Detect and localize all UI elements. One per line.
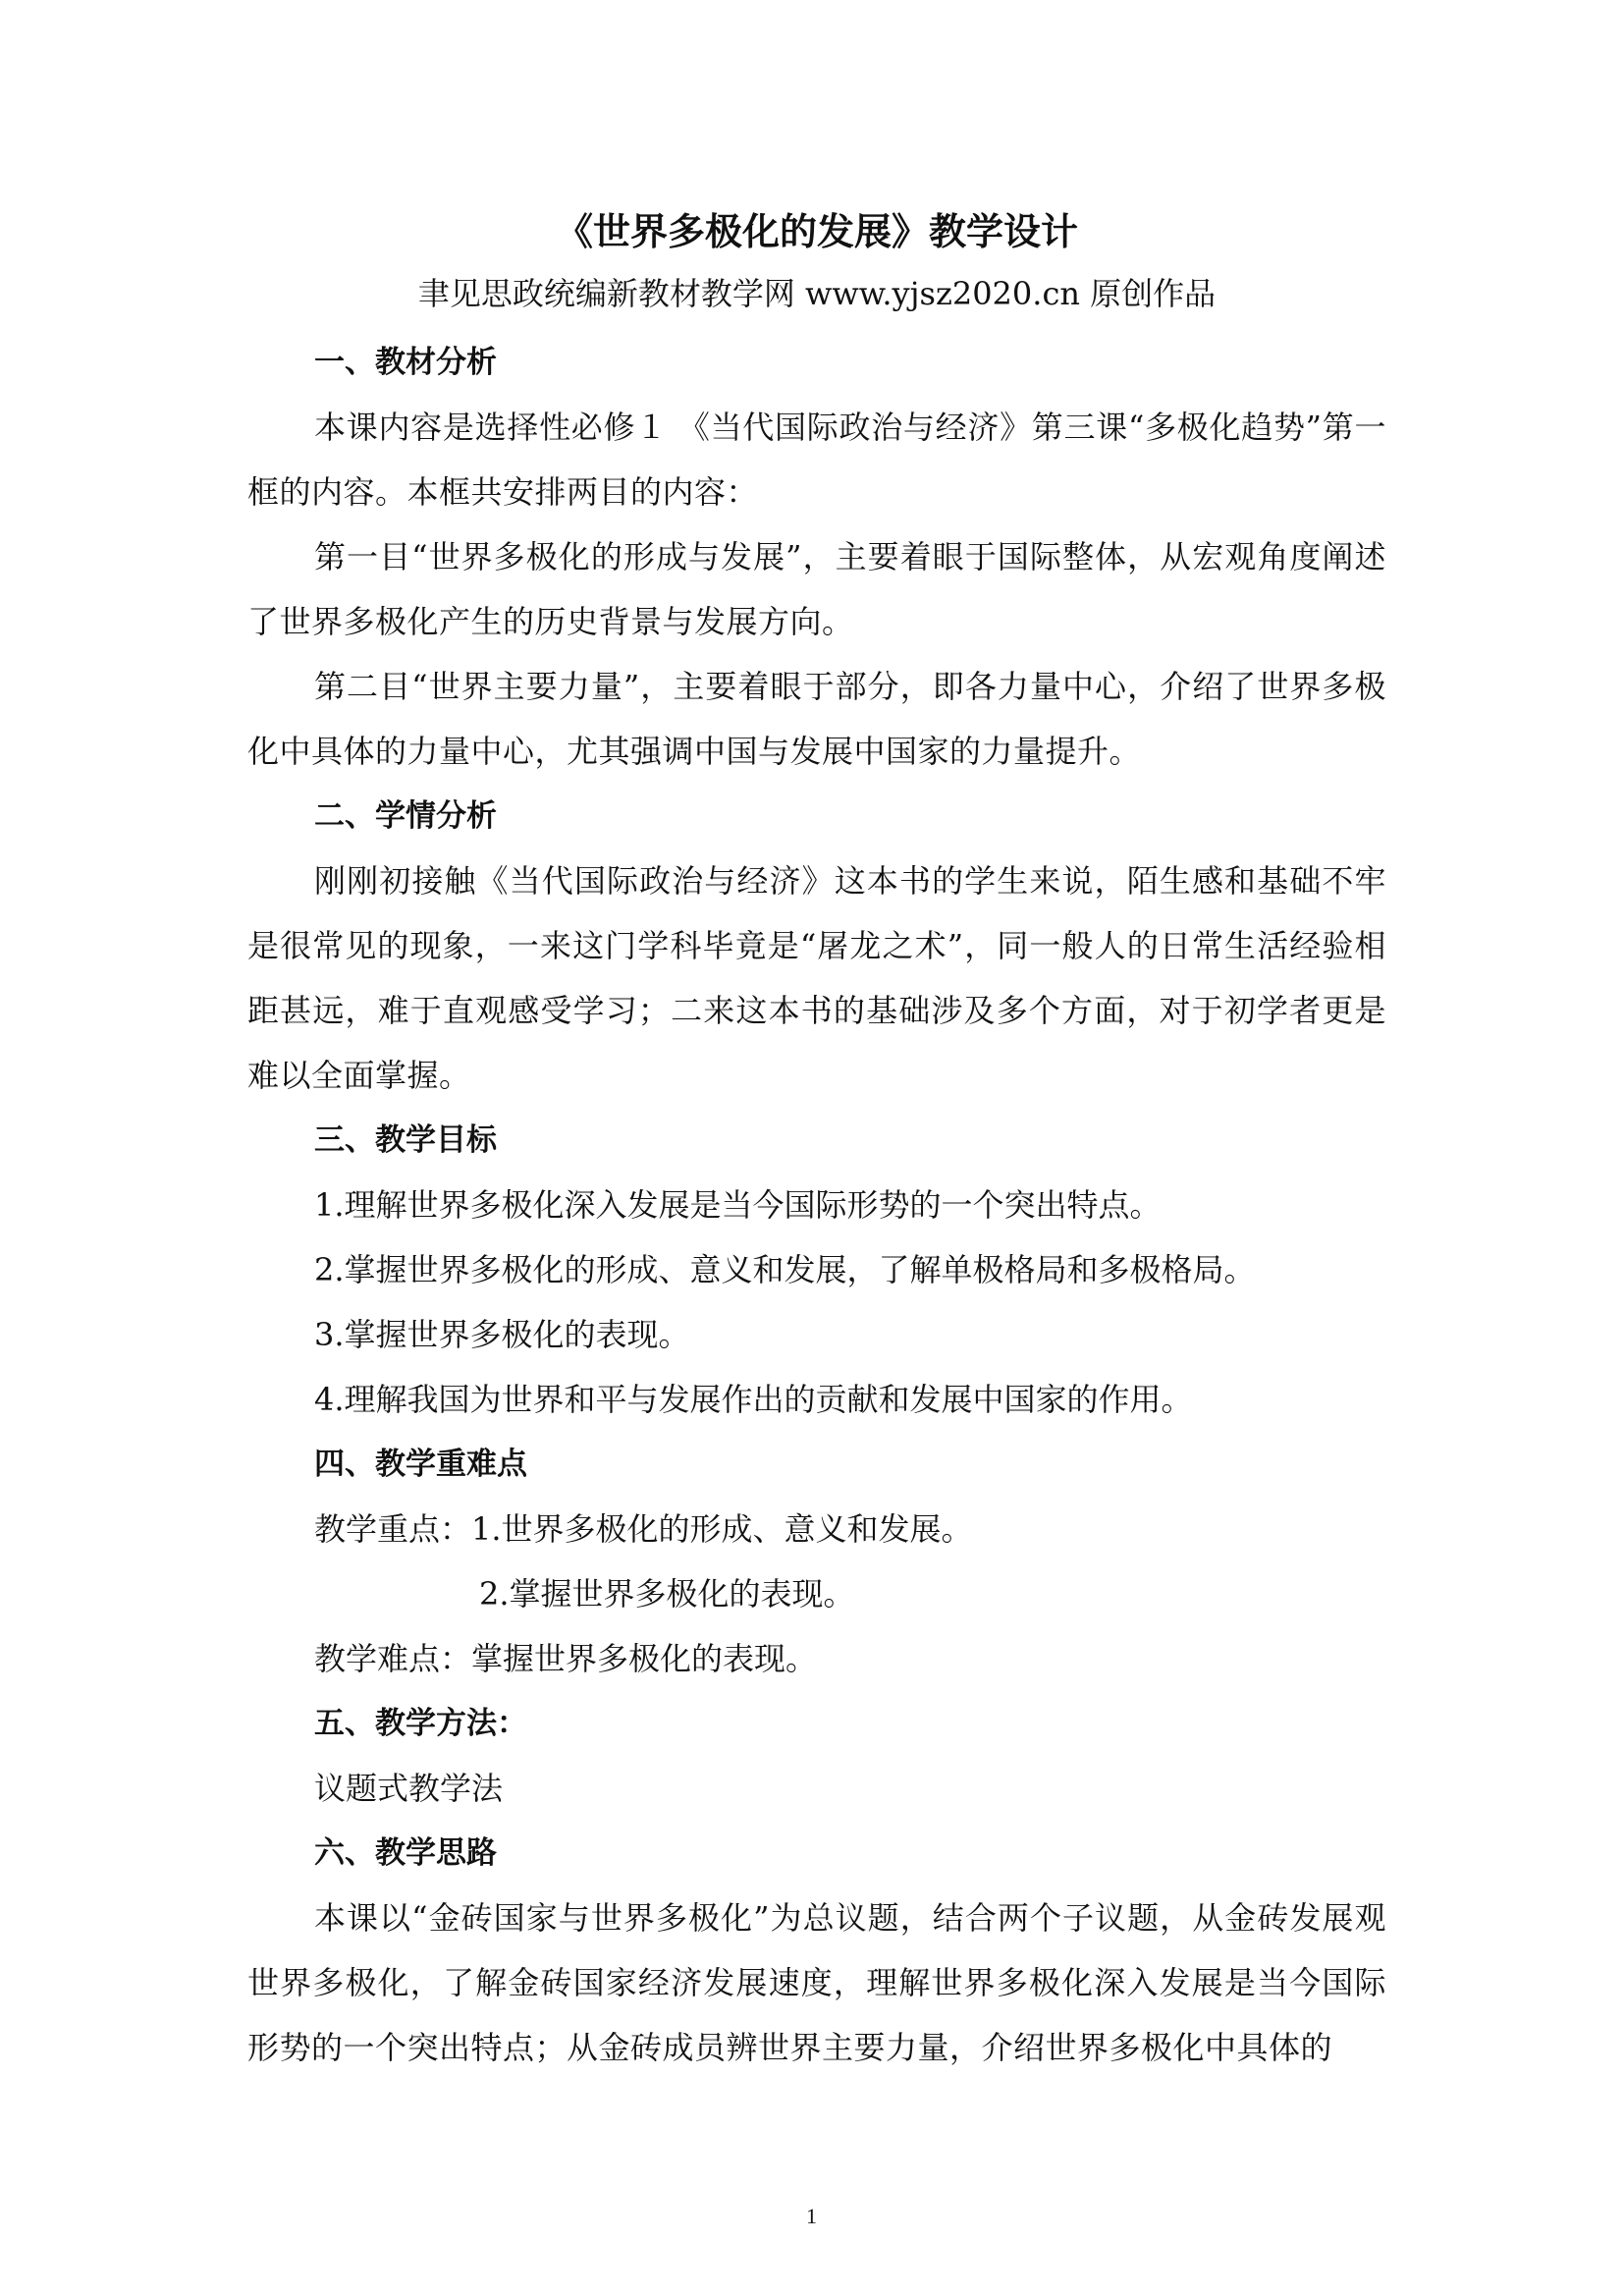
section-heading-teaching-approach: 六、教学思路 <box>314 1835 497 1871</box>
paragraph: 刚刚初接触《当代国际政治与经济》这本书的学生来说，陌生感和基础不牢是很常见的现象，一来这门学科毕竟是“屠龙之术”，同一般人的日常生活经验相距甚远，难于直观感受学习；二来这本书的基础涉及多个方面，对于初学者更是难以全面掌握。 <box>247 862 1386 1094</box>
goal-item: 2.掌握世界多极化的形成、意义和发展，了解单极格局和多极格局。 <box>314 1251 1256 1288</box>
section-heading-student-analysis: 二、学情分析 <box>314 798 497 834</box>
section-heading-teaching-goals: 三、教学目标 <box>314 1122 497 1158</box>
paragraph: 本课以“金砖国家与世界多极化”为总议题，结合两个子议题，从金砖发展观世界多极化，了解金砖国家经济发展速度，理解世界多极化深入发展是当今国际形势的一个突出特点；从金砖成员辨世界主要力量，介绍世界多极化中具体的 <box>247 1899 1386 2066</box>
section-heading-teaching-method: 五、教学方法： <box>314 1706 527 1741</box>
goal-item: 1.理解世界多极化深入发展是当今国际形势的一个突出特点。 <box>314 1186 1162 1224</box>
paragraph: 第一目“世界多极化的形成与发展”，主要着眼于国际整体，从宏观角度阐述了世界多极化产生的历史背景与发展方向。 <box>247 538 1386 640</box>
goal-item: 3.掌握世界多极化的表现。 <box>314 1316 690 1353</box>
section-heading-textbook-analysis: 一、教材分析 <box>314 345 497 380</box>
paragraph: 本课内容是选择性必修１ 《当代国际政治与经济》第三课“多极化趋势”第一框的内容。本框共安排两目的内容： <box>247 409 1386 511</box>
key-point-line: 2.掌握世界多极化的表现。 <box>479 1575 855 1613</box>
document-subtitle: 聿见思政统编新教材教学网 www.yjsz2020.cn 原创作品 <box>417 275 1217 312</box>
key-point-line: 教学重点：1.世界多极化的形成、意义和发展。 <box>314 1510 973 1548</box>
page-number: 1 <box>806 2204 817 2228</box>
document-title: 《世界多极化的发展》教学设计 <box>555 210 1078 253</box>
section-heading-key-points: 四、教学重难点 <box>314 1447 527 1482</box>
paragraph: 第二目“世界主要力量”，主要着眼于部分，即各力量中心，介绍了世界多极化中具体的力量中心，尤其强调中国与发展中国家的力量提升。 <box>247 668 1386 770</box>
document-body <box>247 206 1386 2080</box>
teaching-method-text: 议题式教学法 <box>314 1770 504 1807</box>
goal-item: 4.理解我国为世界和平与发展作出的贡献和发展中国家的作用。 <box>314 1381 1193 1418</box>
difficult-point-line: 教学难点：掌握世界多极化的表现。 <box>314 1640 818 1677</box>
